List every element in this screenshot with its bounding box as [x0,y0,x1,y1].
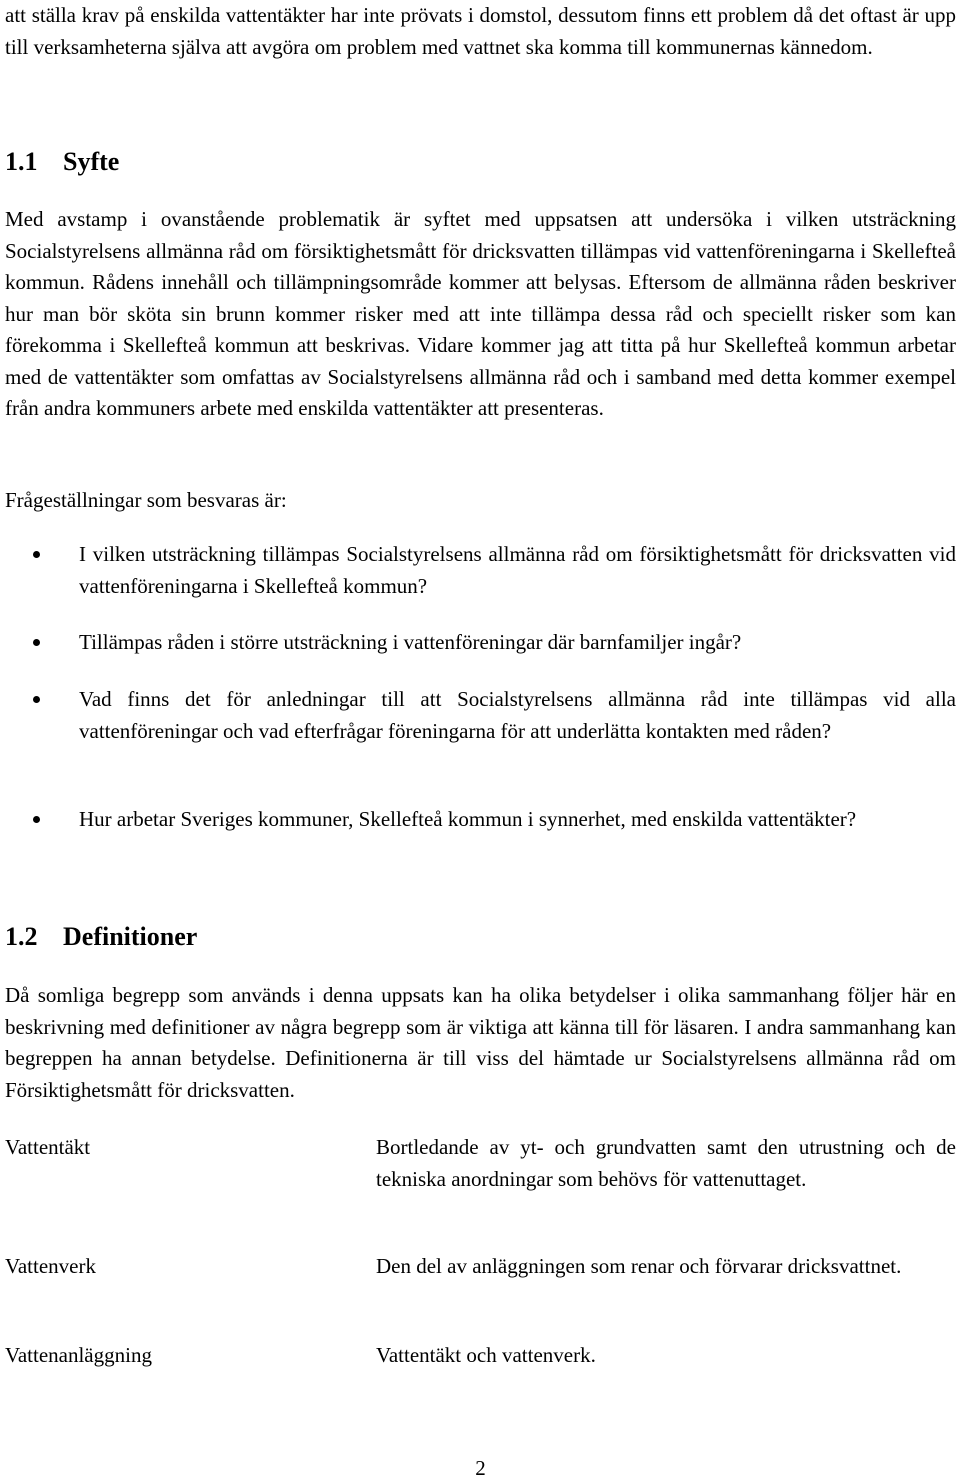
question-text: Hur arbetar Sveriges kommuner, Skellefteå kommun i synnerhet, med enskilda vattentäkter? [79,807,857,831]
syfte-paragraph: Med avstamp i ovanstående problematik är syftet med uppsatsen att undersöka i vilken utsträckning Socialstyrelsens allmänna råd om försiktighetsmått för dricksvatten tillämpas vid vattenföreningarna i Skellefteå kommun. Rådens innehåll och tillämpningsområde kommer att belysas. Eftersom de allmänna råden beskriver hur man bör sköta sin brunn kommer risker med att inte tillämpa dessa råd och speciellt risker som kan förekomma i Skellefteå kommun att beskrivas. Vidare kommer jag att titta på hur Skellefteå kommun arbetar med de vattentäkter som omfattas av Socialstyrelsens allmänna råd och i samband med detta kommer exempel från andra kommuners arbete med enskilda vattentäkter att presenteras. [5,207,956,420]
definition-term: Vattenverk [5,1254,96,1278]
definition-term: Vattenanläggning [5,1343,152,1367]
intro-paragraph: att ställa krav på enskilda vattentäkter har inte prövats i domstol, dessutom finns ett problem då det oftast är upp till verksamheterna själva att avgöra om problem med vattnet ska komma till kommunernas kännedom. [5,3,956,59]
bullet-icon [33,696,40,703]
definition-text: Bortledande av yt- och grundvatten samt den utrustning och de tekniska anordningar som behövs för vattenuttaget. [376,1135,956,1191]
definitioner-paragraph: Då somliga begrepp som används i denna uppsats kan ha olika betydelser i olika sammanhang följer här en beskrivning med definitioner av några begrepp som är viktiga att känna till för läsaren. I andra sammanhang kan begreppen ha annan betydelse. Definitionerna är till viss del hämtade ur Socialstyrelsens allmänna råd om Försiktighetsmått för dricksvatten. [5,983,956,1102]
document-page [5,0,956,1480]
bullet-icon [33,551,40,558]
definition-text: Vattentäkt och vattenverk. [376,1343,596,1367]
questions-intro: Frågeställningar som besvaras är: [5,488,287,512]
definition-text: Den del av anläggningen som renar och förvarar dricksvattnet. [376,1254,902,1278]
section-title: Definitioner [63,922,198,951]
question-text: Vad finns det för anledningar till att Socialstyrelsens allmänna råd inte tillämpas vid alla vattenföreningar och vad efterfrågar föreningarna för att underlätta kontakten med råden? [79,687,956,743]
definition-term: Vattentäkt [5,1135,91,1159]
section-heading-definitioner [5,920,197,954]
question-text: Tillämpas råden i större utsträckning i vattenföreningar där barnfamiljer ingår? [79,630,742,654]
question-text: I vilken utsträckning tillämpas Socialstyrelsens allmänna råd om försiktighetsmått för dricksvatten vid vattenföreningarna i Skellefteå kommun? [79,542,956,598]
bullet-icon [33,816,40,823]
bullet-icon [33,639,40,646]
section-title: Syfte [63,147,120,176]
page-number: 2 [475,1456,486,1480]
section-number: 1.1 [5,147,38,176]
section-number: 1.2 [5,922,38,951]
section-heading-syfte [5,145,119,179]
